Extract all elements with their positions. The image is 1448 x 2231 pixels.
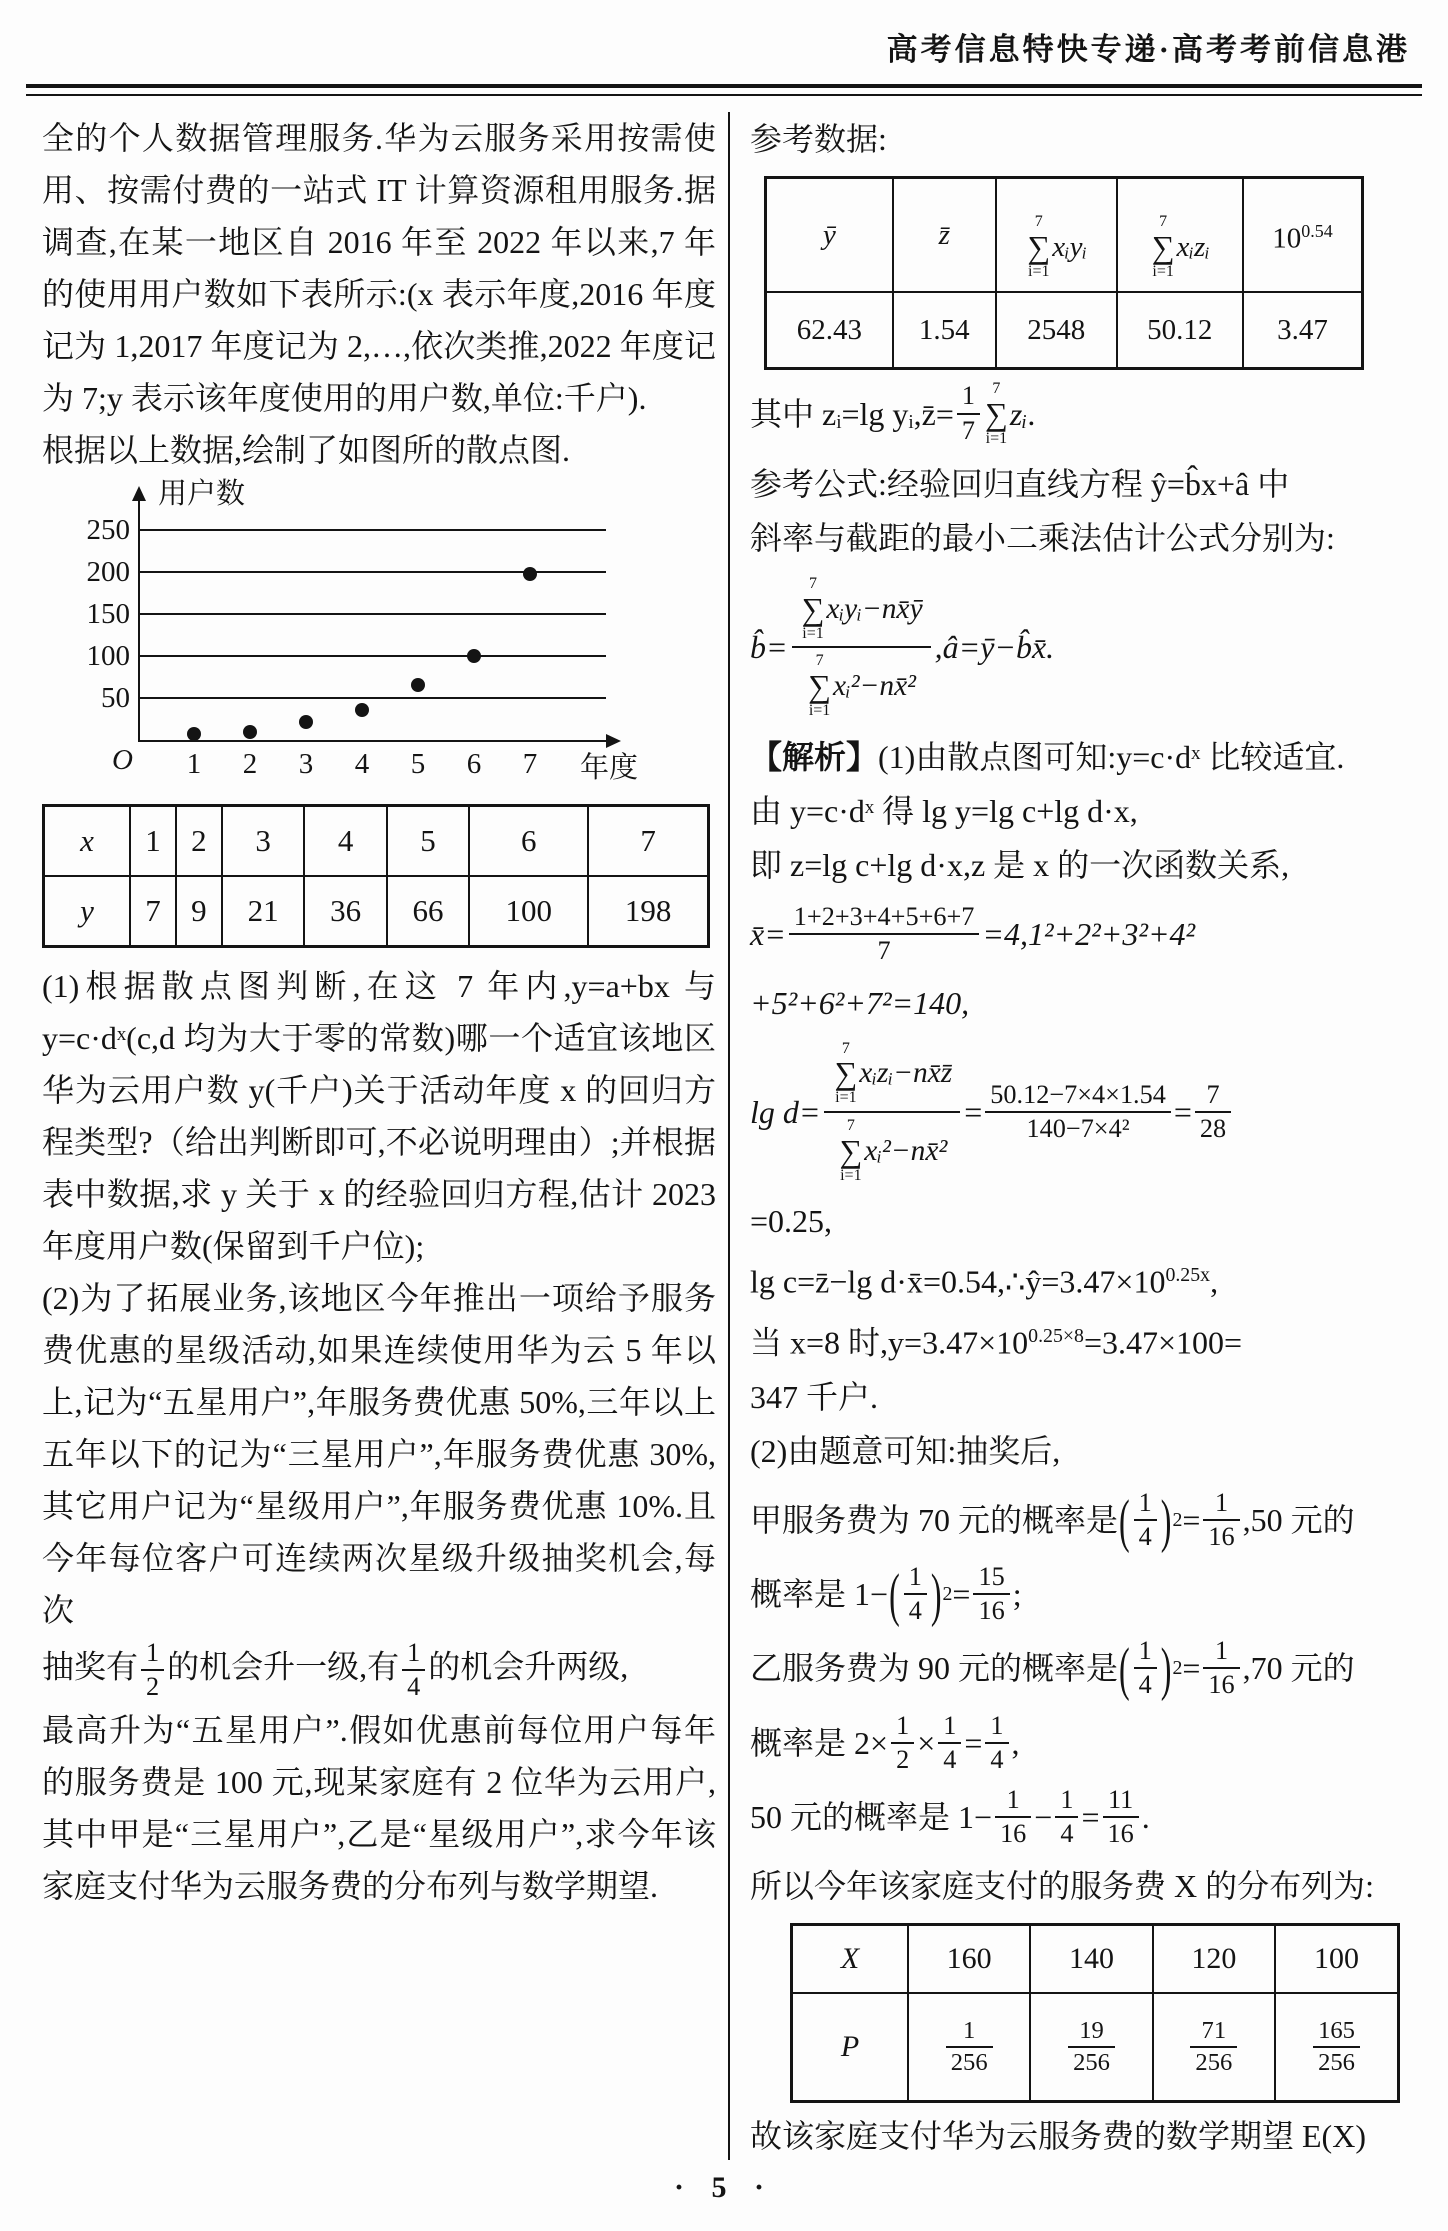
text-fragment: ,70 元的 [1242,1650,1355,1687]
fraction: $\frac{50.12-7\times 4\times 1.54}{\text{140−7×4²}}$ [985,1080,1171,1144]
left-paren: ( [1119,1486,1130,1554]
question-2-part1: (2)为了拓展业务,该地区今年推出一项给予服务费优惠的星级活动,如果连续使用华为云 5 年以上,记为“五星用户”,年服务费优惠 50%,三年以上五年以下的记为“三星用户”,年服务费优惠 30%,其它用户记为“星级用户”,年服务费优惠 10%.且今年每位客户可连续两次星级升级抽奖机会,每次 [42,1280,716,1628]
x-axis [138,740,606,742]
fraction: $\frac{1}{16}$ [1203,1636,1239,1700]
text-fragment: ; [1012,1576,1022,1613]
table-cell: 7 ∑ i=1 xᵢyᵢ [996,178,1117,293]
gridline [138,655,606,657]
left-paren: ( [1119,1635,1130,1702]
table-cell: x [44,806,131,877]
math-fragment: = [1182,1650,1201,1687]
text-fragment: 的机会升一级,有 [167,1648,400,1685]
y-tick-label: 200 [86,556,130,588]
table-cell: 100 [469,876,588,947]
data-point [355,703,369,717]
text-fragment: 概率是 1− [750,1576,889,1613]
table-cell: 62.43 [766,292,893,369]
left-column [42,112,716,2160]
reference-table [764,176,1364,370]
header-rule [26,84,1422,96]
gridline [138,613,606,615]
gridline [138,529,606,531]
math-fragment: − [1034,1798,1053,1835]
fraction: $\frac{1}{16}$ [995,1785,1031,1849]
table-cell: P [792,1993,909,2102]
table-cell: 3.47 [1243,292,1363,369]
right-paren: ) [1160,1635,1172,1702]
table-cell: 7 ∑ i=1 xᵢzᵢ [1117,178,1243,293]
solution-line-11: 所以今年该家庭支付的服务费 X 的分布列为: [750,1868,1375,1905]
text-fragment: 甲服务费为 70 元的概率是 [750,1501,1119,1538]
fraction: $\frac{1}{2}$ [141,1638,164,1702]
y-axis [138,500,140,742]
x-tick-label: 5 [410,748,426,780]
text-fragment: 概率是 2× [750,1724,889,1761]
solution-line-10: (2)由题意可知:抽奖后, [750,1432,1061,1469]
fraction: $\frac{1}{4}$ [1134,1636,1157,1700]
fraction: $\frac{11}{16}$ [1103,1785,1139,1849]
math-fragment: b̂= [750,629,788,666]
page-number: · 5 · [673,2171,774,2204]
formula-intro-line1: 参考公式:经验回归直线方程 ŷ=b̂x+â 中 [750,466,1290,503]
y-tick-label: 50 [101,682,130,714]
table-cell: ȳ [766,178,893,293]
summation-symbol: 7 ∑ i=1 [1027,212,1051,280]
table-cell: 198 [588,876,708,947]
yi-prob-line3 [750,1785,1418,1849]
table-cell: 9 [176,876,222,947]
math-fragment: = [1182,1501,1201,1538]
right-column [750,112,1418,2160]
text-fragment: 其中 zᵢ=lg yᵢ,z̄= [750,395,954,432]
table-cell: X [792,1925,909,1994]
math-fragment: × [917,1724,936,1761]
fraction: $\frac{1}{4}$ [938,1711,961,1775]
origin-label: O [112,744,133,776]
x-tick-label: 7 [522,748,538,780]
question-2-fraction-line [42,1638,716,1702]
table-cell [908,1993,1030,2102]
fraction: 7 ∑ i=1 xᵢyᵢ−nx̄ȳ 7 ∑ i=1 xᵢ²−nx̄² [792,575,931,719]
bhat-formula [750,575,1418,719]
table-cell: 66 [387,876,469,947]
solution-line-12: 故该家庭支付华为云服务费的数学期望 E(X) [750,2118,1366,2155]
z-definition-line [750,380,1418,447]
fraction: $\frac{1}{4}$ [402,1638,425,1702]
summation-symbol: 7 ∑ i=1 [834,1039,858,1107]
summation-symbol: 7 ∑ i=1 [801,575,825,642]
page-header: 高考信息特快专递·高考考前信息港 [886,32,1410,67]
fraction: $\frac{1+2+3+4+5+6+7}{7}$ [789,902,980,966]
solution-line-9: 347 千户. [750,1378,879,1415]
fraction: $\frac{7}{28}$ [1195,1080,1231,1144]
x-tick-label: 4 [354,748,370,780]
jia-prob-line2: 概率是 1− ( $\frac{1}{4}$ ) 2 = $\frac{15}{16}$ ; [750,1562,1418,1626]
data-point [299,715,313,729]
data-point [523,567,537,581]
summation-symbol: 7 ∑ i=1 [985,380,1008,447]
fraction: $\frac{71}{256}$ [1190,2017,1237,2078]
table-cell: 4 [304,806,386,877]
table-cell: 1 [130,806,176,877]
fraction: $\frac{15}{16}$ [973,1562,1009,1626]
summation-symbol: 7 ∑ i=1 [839,1117,863,1184]
table-cell [1153,1993,1275,2102]
solution-line-8: 当 x=8 时$,y=3.47\times 10^{0.25\times 8}=3.47\times 100=$ [750,1324,1243,1361]
table-row-X [792,1925,1399,1994]
fraction: $\frac{19}{256}$ [1068,2017,1115,2078]
solution-line-1: 【解析】(1)由散点图可知:y=c·dˣ 比较适宜. [750,738,1345,775]
data-point [187,727,201,741]
y-tick-label: 150 [86,598,130,630]
data-point [243,725,257,739]
ref-data-title: 参考数据: [750,121,887,157]
solution-line-2: 由 y=c·dˣ 得 lg y=lg c+lg d·x, [750,792,1138,829]
table-cell: 160 [908,1925,1030,1994]
question-1: (1)根据散点图判断,在这 7 年内,y=a+bx 与 y=c·dˣ(c,d 均为大于零的常数)哪一个适宜该地区华为云用户数 y(千户)关于活动年度 x 的回归方程类型?（给出判断即可,不必说明理由）;并根据表中数据,求 y 关于 x 的经验回归方程,估计 2023 年度用户数(保留到千户位); [42,968,716,1264]
text-fragment: 乙服务费为 90 元的概率是 [750,1650,1119,1687]
fraction: 7 ∑ i=1 xᵢzᵢ−nx̄z̄ 7 ∑ i=1 xᵢ²−nx̄² [824,1040,960,1184]
solution-line-7: lg c=z̄−lg $d\cdot x̄=0.54,\therefore ŷ=3.47\times 10^{0.25x}$, [750,1263,1219,1300]
x-tick-label: 2 [242,748,258,780]
x-axis-label: 年度 [580,752,639,784]
text-fragment: ,50 元的 [1242,1501,1355,1538]
table-cell: 50.12 [1117,292,1243,369]
text-fragment: 抽奖有 [42,1648,139,1685]
math-fragment: = [1081,1798,1100,1835]
table-row-y [44,876,709,947]
table-cell: 5 [387,806,469,877]
left-paren: ( [889,1560,900,1628]
table-cell: 3 [222,806,304,877]
math-fragment: ,â=ȳ−b̂x̄. [934,629,1055,666]
lgd-formula [750,1040,1418,1184]
table-cell: 1.54 [893,292,996,369]
math-fragment: = [964,1724,983,1761]
text-fragment: , [1011,1724,1020,1761]
gridline [138,697,606,699]
table-cell: 100 [1275,1925,1398,1994]
page-body [42,112,1418,2160]
math-fragment: = [1173,1094,1192,1131]
fraction: $\frac{1}{256}$ [946,2017,993,2078]
table-cell: 7 [588,806,708,877]
table-cell: 21 [222,876,304,947]
fraction: $\frac{1}{2}$ [891,1711,914,1775]
scatter-plot [72,478,672,792]
math-fragment: zᵢ [1009,395,1028,432]
text-fragment: . [1141,1798,1150,1835]
question-2-part2: 最高升为“五星用户”.假如优惠前每位用户每年的服务费是 100 元,现某家庭有 2 位华为云用户,其中甲是“三星用户”,乙是“星级用户”,求今年该家庭支付华为云服务费的分布列与数学期望. [42,1712,716,1905]
table-cell: 6 [469,806,588,877]
distribution-table [790,1923,1400,2103]
fraction: $\frac{165}{256}$ [1313,2017,1360,2078]
table-cell: 7 [130,876,176,947]
y-axis-label: 用户数 [158,478,246,510]
text-fragment: 的机会升两级, [428,1648,629,1685]
data-point [411,678,425,692]
table-cell: 2548 [996,292,1117,369]
fraction: $\frac{1}{16}$ [1203,1488,1239,1552]
data-point [467,649,481,663]
y-tick-label: 250 [86,514,130,546]
table-cell: 140 [1030,1925,1152,1994]
math-fragment: x̄= [750,915,786,952]
fraction: $\frac{1}{4}$ [904,1562,927,1626]
right-paren: ) [1160,1486,1172,1554]
table-cell: y [44,876,131,947]
formula-intro-line2: 斜率与截距的最小二乘法估计公式分别为: [750,520,1335,557]
yi-prob-line1: 乙服务费为 90 元的概率是 ( $\frac{1}{4}$ ) 2 = $\frac{1}{16}$ ,70 元的 [750,1636,1418,1700]
fraction: $\frac{1}{4}$ [1134,1488,1157,1552]
table-cell [1030,1993,1152,2102]
fraction: $\frac{1}{4}$ [985,1711,1008,1775]
text-fragment: . [1027,395,1036,432]
math-fragment: =4,1²+2²+3²+4² [982,915,1196,952]
math-fragment: = [964,1094,983,1131]
jia-prob-line1: 甲服务费为 70 元的概率是 ( $\frac{1}{4}$ ) 2 = $\frac{1}{16}$ ,50 元的 [750,1488,1418,1552]
intro-paragraph: 全的个人数据管理服务.华为云服务采用按需使用、按需付费的一站式 IT 计算资源租用服务.据调查,在某一地区自 2016 年至 2022 年以来,7 年的使用用户数如下表所示:(x 表示年度,2016 年度记为 1,2017 年度记为 2,…,依次类推,2022 年度记为 7;y 表示该年度使用的用户数,单位:千户). [42,120,716,416]
math-fragment: lg d= [750,1094,821,1131]
scatter-intro-line: 根据以上数据,绘制了如图所的散点图. [42,432,571,468]
solution-line-3: 即 z=lg c+lg d·x,z 是 x 的一次函数关系, [750,846,1290,883]
right-paren: ) [930,1560,942,1628]
fraction: $\frac{1}{7}$ [957,381,980,445]
table-row-x [44,806,709,877]
table-cell: z̄ [893,178,996,293]
y-tick-label: 100 [86,640,130,672]
text-fragment: 50 元的概率是 1− [750,1798,993,1835]
solution-tag: 【解析】 [750,738,879,775]
x-tick-label: 1 [186,748,202,780]
fraction: $\frac{1}{4}$ [1055,1785,1078,1849]
column-divider [728,112,730,2160]
x-tick-label: 6 [466,748,482,780]
xy-data-table [42,804,710,948]
summation-symbol: 7 ∑ i=1 [808,652,831,719]
table-cell: 2 [176,806,222,877]
table-cell [1275,1993,1398,2102]
solution-line-6: =0.25, [750,1203,833,1240]
xbar-line [750,902,1418,966]
table-cell: 36 [304,876,386,947]
table-row-values [766,292,1363,369]
table-cell: $10^{0.54}$ [1243,178,1363,293]
summation-symbol: 7 ∑ i=1 [1151,212,1175,280]
math-fragment: = [952,1576,971,1613]
table-row-P [792,1993,1399,2102]
solution-line-5: +5²+6²+7²=140, [750,984,970,1021]
table-row-headers [766,178,1363,293]
yi-prob-line2 [750,1711,1418,1775]
x-tick-label: 3 [298,748,314,780]
table-cell: 120 [1153,1925,1275,1994]
